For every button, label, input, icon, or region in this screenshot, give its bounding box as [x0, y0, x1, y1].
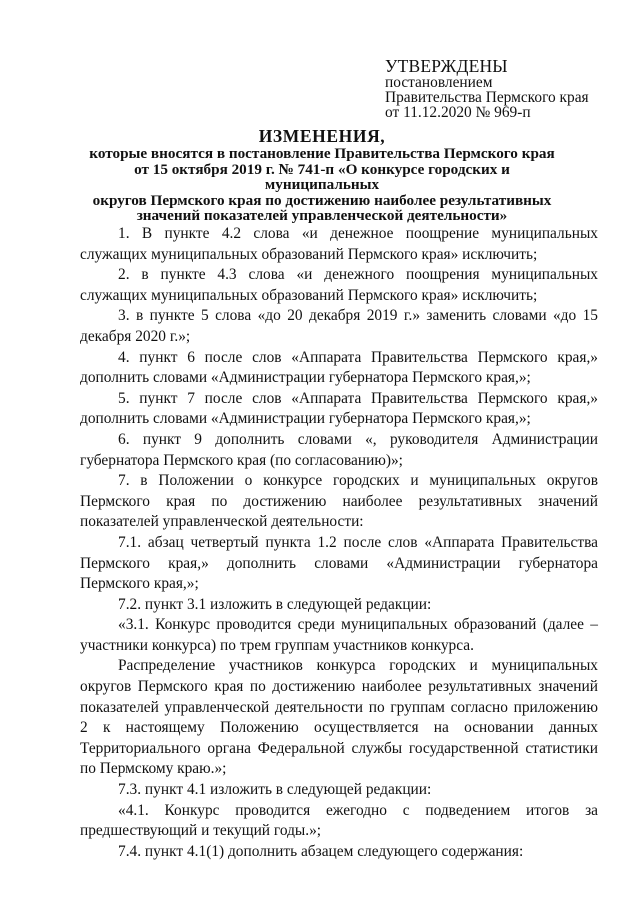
paragraph: Распределение участников конкурса городских и муниципальных округов Пермского края по достижению наиболее результативных значений показателей управленческой деятельности по группам согласно приложению 2 к настоящему Положению осуществляется на основании данных Территориального органа Федеральной службы государственной статистики по Пермскому краю.»;	[80, 657, 598, 778]
subtitle-line: от 15 октября 2019 г. № 741-п «О конкурсе городских и муниципальных	[134, 160, 510, 193]
paragraph: 1. В пункте 4.2 слова «и денежное поощрение муниципальных служащих муниципальных образований Пермского края» исключить;	[80, 225, 598, 263]
paragraph: «4.1. Конкурс проводится ежегодно с подведением итогов за предшествующий и текущий годы.»;	[80, 801, 598, 840]
paragraph: 6. пункт 9 дополнить словами «, руководителя Администрации губернатора Пермского края (по согласованию)»;	[80, 430, 598, 469]
subtitle-line: округов Пермского края по достижению наиболее результативных	[92, 191, 552, 209]
approval-line: постановлением	[385, 74, 493, 91]
document-title: ИЗМЕНЕНИЯ,	[258, 126, 386, 146]
subtitle-line: которые вносятся в постановление Правительства Пермского края	[89, 145, 555, 162]
paragraph: 5. пункт 7 после слов «Аппарата Правительства Пермского края,» дополнить словами «Администрации губернатора Пермского края,»;	[80, 389, 598, 428]
paragraph: 7.2. пункт 3.1 изложить в следующей редакции:	[118, 595, 432, 613]
approval-stamp	[385, 57, 589, 120]
paragraph: «3.1. Конкурс проводится среди муниципальных образований (далее – участники конкурса) по трем группам участников конкурса.	[80, 616, 598, 654]
approval-heading: УТВЕРЖДЕНЫ	[385, 56, 508, 76]
paragraph: 7.3. пункт 4.1 изложить в следующей редакции:	[118, 781, 432, 799]
approval-line: от 11.12.2020 № 969-п	[385, 104, 531, 121]
approval-line: Правительства Пермского края	[385, 89, 589, 106]
paragraph: 7. в Положении о конкурсе городских и муниципальных округов Пермского края по достижению наиболее результативных значений показателей управленческой деятельности:	[80, 472, 598, 531]
document-subtitle	[80, 146, 564, 224]
document-body	[80, 224, 598, 862]
paragraph: 2. в пункте 4.3 слова «и денежного поощрения муниципальных служащих муниципальных образований Пермского края» исключить;	[80, 266, 598, 304]
paragraph: 7.4. пункт 4.1(1) дополнить абзацем следующего содержания:	[118, 842, 524, 860]
paragraph: 7.1. абзац четвертый пункта 1.2 после слов «Аппарата Правительства Пермского края,» дополнить словами «Администрации губернатора Пермского края,»;	[80, 533, 598, 593]
paragraph: 3. в пункте 5 слова «до 20 декабря 2019 г.» заменить словами «до 15 декабря 2020 г.»;	[80, 307, 598, 345]
subtitle-line: значений показателей управленческой деятельности»	[136, 207, 508, 224]
paragraph: 4. пункт 6 после слов «Аппарата Правительства Пермского края,» дополнить словами «Администрации губернатора Пермского края,»;	[80, 348, 598, 387]
